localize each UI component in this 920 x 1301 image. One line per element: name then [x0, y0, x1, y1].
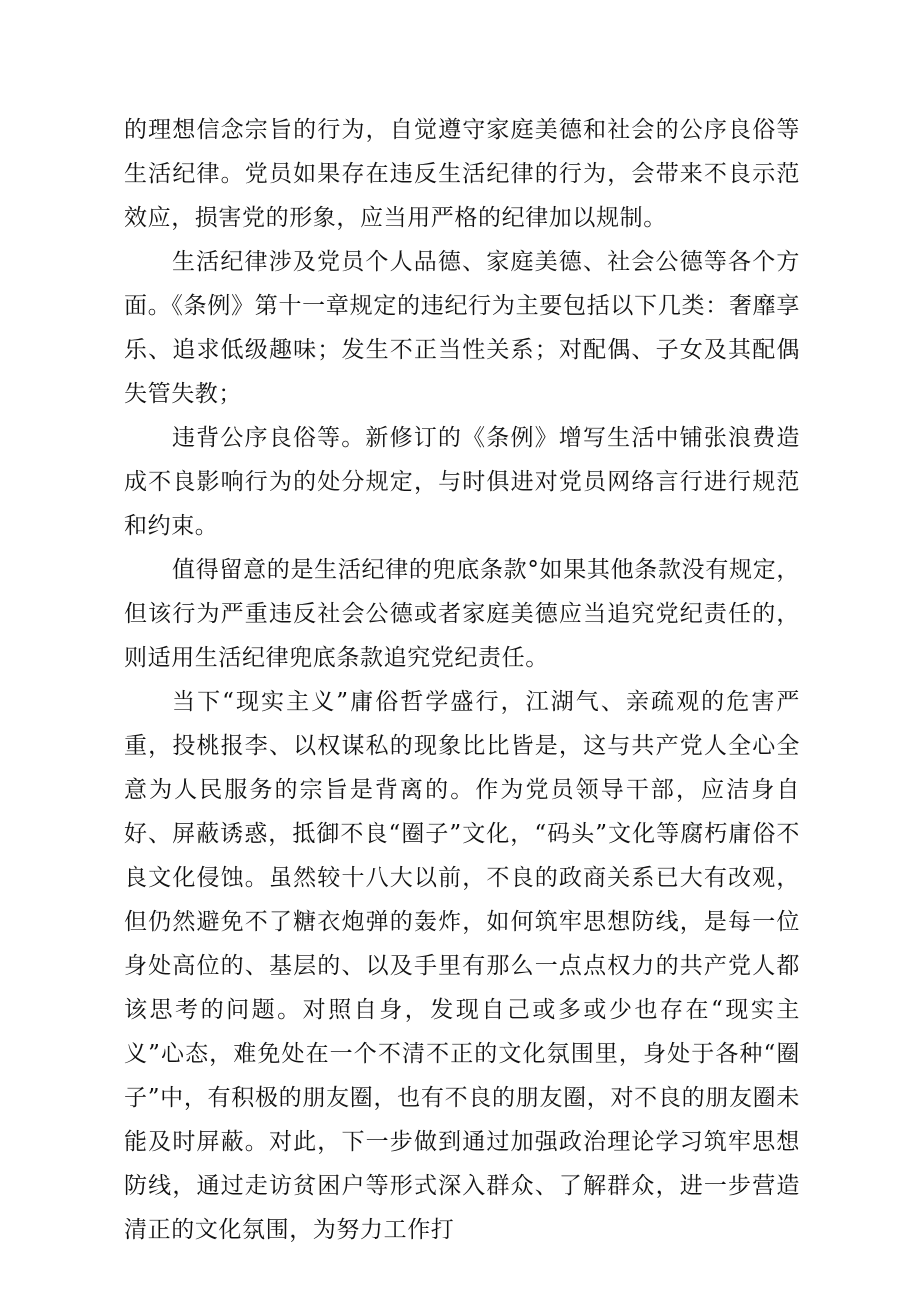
paragraph-continuation: 的理想信念宗旨的行为，自觉遵守家庭美德和社会的公序良俗等生活纪律。党员如果存在违反生活纪律的行为，会带来不良示范效应，损害党的形象，应当用严格的纪律加以规制。	[124, 117, 800, 231]
paragraph-life-discipline-scope: 生活纪律涉及党员个人品德、家庭美德、社会公德等各个方面。《条例》第十一章规定的违纪行为主要包括以下几类：奢靡享乐、追求低级趣味；发生不正当性关系；对配偶、子女及其配偶失管失教；	[124, 249, 800, 407]
paragraph-self-reflection: 当下“现实主义”庸俗哲学盛行，江湖气、亲疏观的危害严重，投桃报李、以权谋私的现象比比皆是，这与共产党人全心全意为人民服务的宗旨是背离的。作为党员领导干部，应洁身自好、屏蔽诱惑，抵御不良“圈子”文化，“码头”文化等腐朽庸俗不良文化侵蚀。虽然较十八大以前，不良的政商关系已大有改观，但仍然避免不了糖衣炮弹的轰炸，如何筑牢思想防线，是每一位身处高位的、基层的、以及手里有那么一点点权力的共产党人都该思考的问题。对照自身，发现自己或多或少也存在“现实主义”心态，难免处在一个不清不正的文化氛围里，身处于各种“圈子”中，有积极的朋友圈，也有不良的朋友圈，对不良的朋友圈未能及时屏蔽。对此，下一步做到通过加强政治理论学习筑牢思想防线，通过走访贫困户等形式深入群众、了解群众，进一步营造清正的文化氛围，为努力工作打	[124, 689, 800, 1243]
body-text	[124, 108, 800, 1252]
paragraph-catch-all-clause: 值得留意的是生活纪律的兜底条款°如果其他条款没有规定，但该行为严重违反社会公德或者家庭美德应当追究党纪责任的，则适用生活纪律兜底条款追究党纪责任。	[124, 557, 800, 671]
paragraph-public-order: 违背公序良俗等。新修订的《条例》增写生活中铺张浪费造成不良影响行为的处分规定，与时俱进对党员网络言行进行规范和约束。	[124, 425, 800, 539]
